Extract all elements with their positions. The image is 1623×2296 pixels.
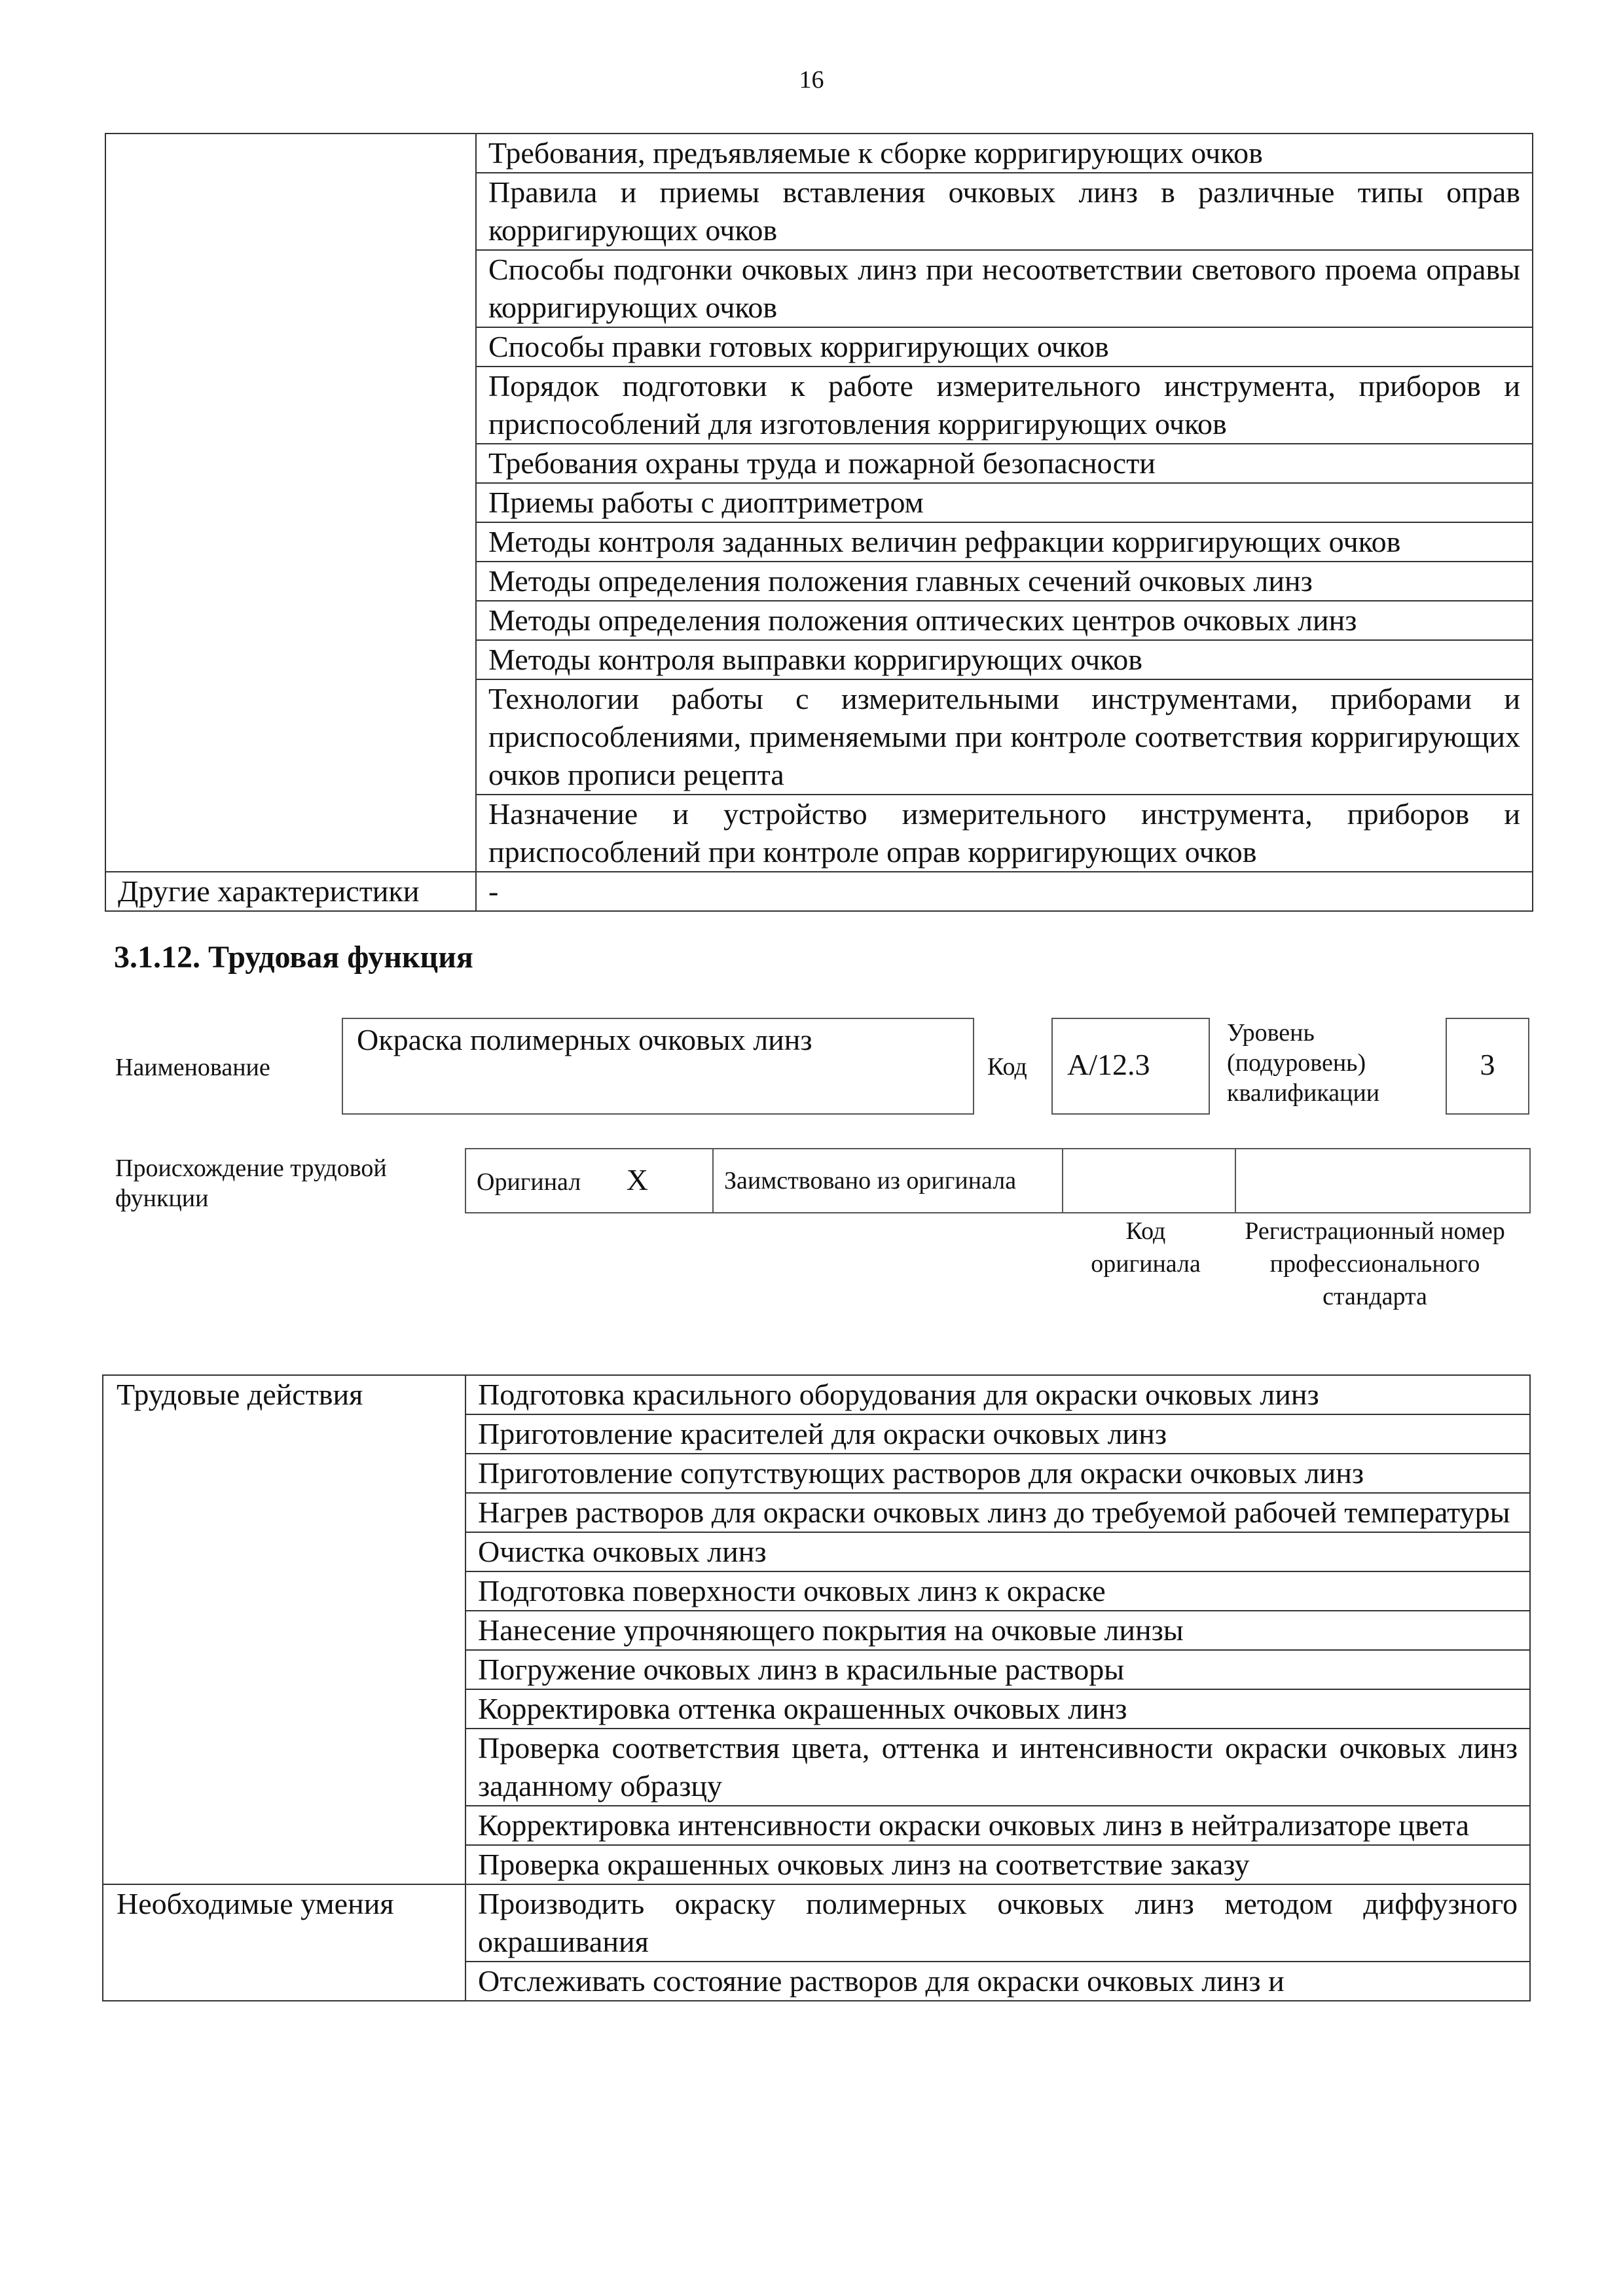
knowledge-item: Методы определения положения оптических центров очковых линз xyxy=(476,601,1533,640)
level-label: Уровень (подуровень) квалификации xyxy=(1227,1019,1380,1107)
labor-actions-label: Трудовые действия xyxy=(103,1375,465,1884)
table-row xyxy=(105,134,1533,173)
required-skills-label: Необходимые умения xyxy=(103,1884,465,2001)
knowledge-item: Требования охраны труда и пожарной безопасности xyxy=(476,444,1533,483)
labor-action-item: Корректировка интенсивности окраски очковых линз в нейтрализаторе цвета xyxy=(465,1806,1530,1845)
knowledge-item: Требования, предъявляемые к сборке корригирующих очков xyxy=(476,134,1533,173)
knowledge-table xyxy=(105,133,1533,912)
labor-action-item: Корректировка оттенка окрашенных очковых линз xyxy=(465,1689,1530,1729)
labor-action-item: Нагрев растворов для окраски очковых линз до требуемой рабочей температуры xyxy=(465,1493,1530,1532)
knowledge-item: Порядок подготовки к работе измерительного инструмента, приборов и приспособлений для изготовления корригирующих очков xyxy=(476,367,1533,444)
labor-action-item: Приготовление красителей для окраски очковых линз xyxy=(465,1414,1530,1454)
origin-label: Происхождение трудовой функции xyxy=(115,1155,387,1212)
labor-action-item: Погружение очковых линз в красильные растворы xyxy=(465,1650,1530,1689)
borrowed-label: Заимствовано из оригинала xyxy=(713,1149,1063,1213)
section-heading: 3.1.12. Трудовая функция xyxy=(114,940,473,975)
required-skill-item: Отслеживать состояние растворов для окраски очковых линз и xyxy=(465,1962,1530,2001)
knowledge-item: Назначение и устройство измерительного инструмента, приборов и приспособлений при контроле оправ корригирующих очков xyxy=(476,795,1533,872)
knowledge-item: Методы контроля выправки корригирующих очков xyxy=(476,640,1533,679)
other-characteristics-value: - xyxy=(476,872,1533,911)
labor-table xyxy=(102,1374,1531,2001)
knowledge-item: Технологии работы с измерительными инструментами, приборами и приспособлениями, применяемыми при контроле соответствия корригирующих очков прописи рецепта xyxy=(476,679,1533,795)
page-number: 16 xyxy=(799,66,824,94)
knowledge-item: Методы контроля заданных величин рефракции корригирующих очков xyxy=(476,522,1533,562)
reg-number-cell xyxy=(1235,1149,1530,1213)
knowledge-item: Правила и приемы вставления очковых линз в различные типы оправ корригирующих очков xyxy=(476,173,1533,250)
level-value: 3 xyxy=(1480,1048,1495,1081)
name-value: Окраска полимерных очковых линз xyxy=(357,1023,812,1056)
original-label: Оригинал xyxy=(477,1168,581,1196)
origin-table xyxy=(465,1148,1531,1213)
knowledge-label-cell xyxy=(105,134,476,872)
reg-number-caption: Регистрационный номер профессионального стандарта xyxy=(1245,1217,1505,1310)
required-skill-item: Производить окраску полимерных очковых линз методом диффузного окрашивания xyxy=(465,1884,1530,1962)
labor-action-item: Подготовка поверхности очковых линз к окраске xyxy=(465,1571,1530,1611)
labor-action-item: Приготовление сопутствующих растворов для окраски очковых линз xyxy=(465,1454,1530,1493)
code-value: А/12.3 xyxy=(1067,1048,1150,1081)
knowledge-item: Методы определения положения главных сечений очковых линз xyxy=(476,562,1533,601)
table-row xyxy=(105,872,1533,911)
code-label: Код xyxy=(987,1053,1027,1081)
labor-action-item: Нанесение упрочняющего покрытия на очковые линзы xyxy=(465,1611,1530,1650)
knowledge-item: Способы подгонки очковых линз при несоответствии светового проема оправы корригирующих очков xyxy=(476,250,1533,327)
labor-action-item: Подготовка красильного оборудования для окраски очковых линз xyxy=(465,1375,1530,1414)
labor-action-item: Проверка окрашенных очковых линз на соответствие заказу xyxy=(465,1845,1530,1884)
code-original-caption: Код оригинала xyxy=(1091,1217,1201,1278)
table-row xyxy=(103,1884,1530,1962)
table-row xyxy=(103,1375,1530,1414)
knowledge-item: Способы правки готовых корригирующих очков xyxy=(476,327,1533,367)
original-cell xyxy=(465,1149,713,1213)
knowledge-item: Приемы работы с диоптриметром xyxy=(476,483,1533,522)
labor-action-item: Очистка очковых линз xyxy=(465,1532,1530,1571)
other-characteristics-label: Другие характеристики xyxy=(105,872,476,911)
labor-action-item: Проверка соответствия цвета, оттенка и интенсивности окраски очковых линз заданному образцу xyxy=(465,1729,1530,1806)
original-mark: X xyxy=(626,1162,648,1196)
name-label: Наименование xyxy=(115,1054,270,1081)
code-original-cell xyxy=(1063,1149,1235,1213)
